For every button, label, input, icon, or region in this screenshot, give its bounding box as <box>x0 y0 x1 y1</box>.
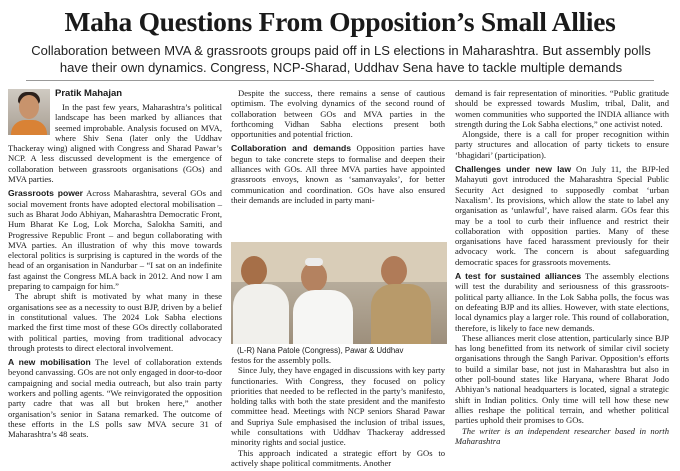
author-note: The writer is an independent researcher based in north Maharashtra <box>455 425 669 446</box>
politicians-photo <box>231 242 447 344</box>
paragraph: The assembly elections will test the durability and seriousness of this grassroots-political party alliance. In the Lok Sabha polls, the focus was on defeating BJP and its allies. However, with state elections, local dynamics play a larger role. This round of collaboration, therefore, is likely to face new demands. <box>455 271 670 333</box>
paragraph: The abrupt shift is motivated by what many in these organisations see as a necessity to oust BJP, driven by a belief in constitutional values. The 2024 Lok Sabha elections marked the first time most of these GOs directly collaborated with political parties, moving from traditional advocacy through protests to direct electoral involvement. <box>8 291 222 353</box>
divider <box>26 80 654 81</box>
author-byline: Pratik Mahajan <box>55 88 123 99</box>
paragraph: demand is fair representation of minorities. “Public gratitude should be expressed towards Muslim, tribal, Dalit, and women communities who supported the INDIA alliance with strength during the Lok Sabha elections,” one activist noted. <box>455 88 669 129</box>
paragraph: In the past few years, Maharashtra’s political landscape has been marked by alliances that seemed improbable. Analysis focused on MVA, where Shiv Sena (later only the Uddhav Thackeray wing) aligned with Congress and Sharad Pawar’s NCP. A less discussed development is the emergence of collaboration between grassroots organisations (GOs) and MVA parties. <box>8 102 222 185</box>
column-2-lower <box>231 355 445 468</box>
author-photo <box>8 89 50 135</box>
paragraph: On July 11, the BJP-led Mahayuti govt introduced the Maharashtra Special Public Security Act designed to supposedly combat ‘urban Naxalism’. Its provisions, which allow the state to label any organisation as ‘unlawful’, have raised alarm. GOs fear this may be a tool to curb their influence and restrict their collaboration with opposition parties. Many of these organisations have faced harassment previously for their advocacy work. The concern is about safeguarding democratic spaces for grassroots movements. <box>455 164 670 267</box>
paragraph: The level of collaboration extends beyond canvassing. GOs are not only engaged in door-to-door campaigning and social media outreach, but also train party workers and polling agents. “We reinvigorated the opposition party cadre that was all but broken here,” another organisation’s senior in Satana remarked. The outcome of these efforts in the LS polls saw MVA secure 31 of Maharashtra’s 48 seats. <box>8 357 222 440</box>
paragraph: festos for the assembly polls. <box>231 355 332 365</box>
deck: Collaboration between MVA & grassroots groups paid off in LS elections in Maharashtra. But assembly polls have their own dynamics. Congress, NCP-Sharad, Uddhav Sena have to tackle multiple demands <box>31 43 651 75</box>
paragraph: Alongside, there is a call for proper recognition within party structures and allocation of party tickets to ensure ‘bhagidari’ (participation). <box>455 129 669 160</box>
paragraph: Across Maharashtra, several GOs and social movement fronts have adopted electoral mobilisation – such as Bharat Jodo Abhiyan, Maharashtra Democratic Front, Hum Bharat Ke Log, Lok Morcha, Salokha Samiti, and Progressive Republic Front – and begun collaborating with MVA parties. An illustration of why this move towards electoral politics is surprising is captured in the words of the head of an organisation in Nandurbar – “I sat on an indefinite fast against the Congress MLA back in 2012. And now I am preparing to campaign for him.” <box>8 188 222 292</box>
column-1 <box>8 88 222 440</box>
column-3 <box>455 88 669 446</box>
paragraph: Despite the success, there remains a sense of cautious optimism. The evolving dynamics of the second round of collaboration between GOs and MVA parties in the forthcoming Vidhan Sabha elections present both opportunities and potential friction. <box>231 88 445 140</box>
subheading: Collaboration and demands <box>231 143 351 154</box>
photo-caption: (L-R) Nana Patole (Congress), Pawar & Uddhav <box>237 346 404 355</box>
subheading: Grassroots power <box>8 188 83 199</box>
subheading: Challenges under new law <box>455 164 572 175</box>
paragraph: This approach indicated a strategic effort by GOs to actively shape political commitments. Another <box>231 447 445 468</box>
paragraph: Since July, they have engaged in discussions with key party functionaries. With Congress, they focused on policy priorities that needed to be reflected in the party’s manifesto, holding talks with both the state president and the manifesto committee head. Meetings with NCP seniors Sharad Pawar and Supriya Sule emphasised the inclusion of tribal issues, while consultations with Uddhav Thackeray addressed minority rights and social justice. <box>231 365 445 448</box>
column-2 <box>231 88 445 205</box>
headline: Maha Questions From Opposition’s Small Allies <box>64 6 616 37</box>
subheading: A test for sustained alliances <box>455 271 582 282</box>
paragraph: These alliances merit close attention, particularly since BJP has long benefitted from its network of similar civil society organisations through the Sangh Parivar. Opposition’s efforts to build a similar base, not just in Maharashtra but also in other poll-bound states like Haryana, where Bharat Jodo Abhiyan’s national headquarters is located, signal a strategic shift in Indian politics. Only time will tell how these new allies reshape the political terrain, and whether political parties uphold their promises to GOs. <box>455 332 669 426</box>
paragraph: Opposition parties have begun to take concrete steps to formalise and deepen their alliances with GOs. All three MVA parties have appointed grassroots envoys, known as ‘samanvayaks’, for better communication and coordination. GOs have also ensured their demands are included in party mani- <box>231 143 445 205</box>
subheading: A new mobilisation <box>8 357 91 368</box>
